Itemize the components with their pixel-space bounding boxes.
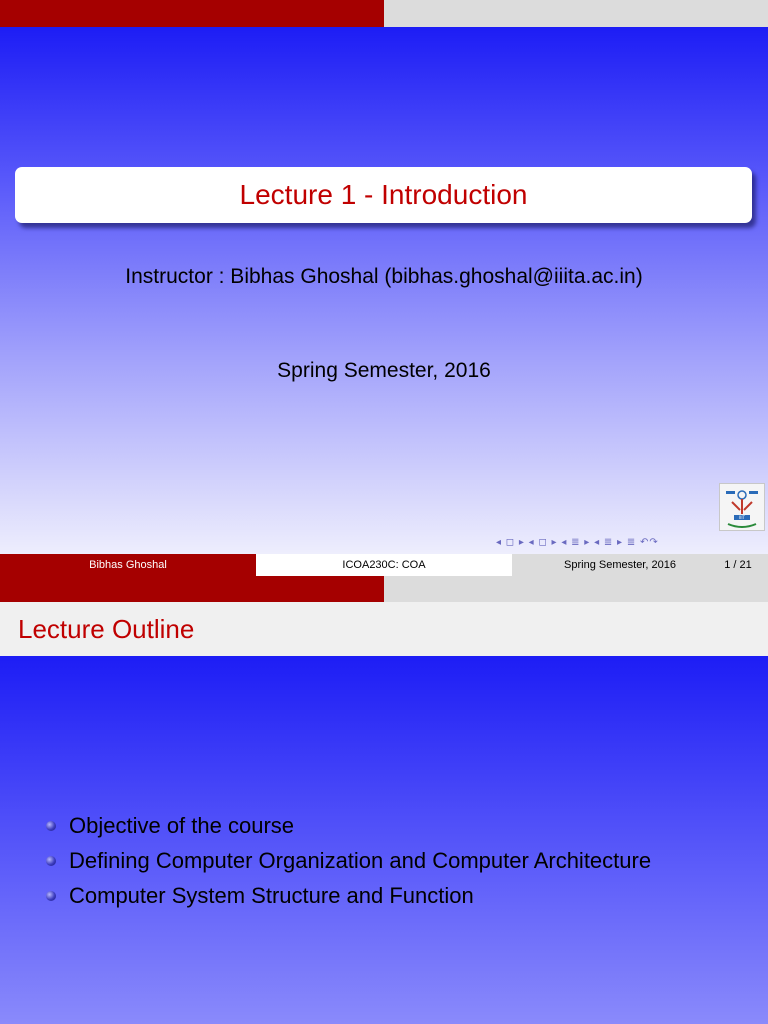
header-strip-grey [384, 0, 768, 27]
header-strip-red [0, 576, 384, 602]
header-strip-red [0, 0, 384, 27]
footer-page-number: 1 / 21 [724, 559, 752, 571]
list-item-text: Computer System Structure and Function [69, 883, 474, 908]
logo-text: IIIT [739, 515, 745, 520]
title-box [15, 167, 752, 223]
list-item [46, 808, 651, 843]
header-strip [0, 576, 768, 602]
footer-right [512, 554, 768, 576]
list-item-text: Objective of the course [69, 813, 295, 838]
beamer-navigation[interactable]: ◂ ◻ ▸ ◂ ◻ ▸ ◂ ≣ ▸ ◂ ≣ ▸ ≣ ↶↷ [496, 536, 659, 548]
header-strip-grey [384, 576, 768, 602]
list-item [46, 878, 651, 913]
outline-list [46, 808, 651, 913]
frame-title: Lecture Outline [18, 613, 195, 644]
semester-line: Spring Semester, 2016 [277, 359, 491, 382]
slide-background [0, 27, 768, 554]
bullet-icon [46, 856, 56, 866]
bullet-icon [46, 891, 56, 901]
slide-footer [0, 554, 768, 576]
institute-logo [719, 483, 765, 531]
bullet-icon [46, 821, 56, 831]
outline-slide [0, 576, 768, 1024]
footer-date: Spring Semester, 2016 [564, 559, 676, 571]
frame-title-bar [0, 602, 768, 656]
list-item-text: Defining Computer Organization and Computer Architecture [69, 848, 652, 873]
footer-course: ICOA230C: COA [256, 554, 512, 576]
footer-author: Bibhas Ghoshal [0, 554, 256, 576]
instructor-line: Instructor : Bibhas Ghoshal (bibhas.ghoshal@iiita.ac.in) [125, 265, 643, 288]
slide-title: Lecture 1 - Introduction [239, 179, 528, 210]
list-item [46, 843, 651, 878]
header-strip [0, 0, 768, 27]
